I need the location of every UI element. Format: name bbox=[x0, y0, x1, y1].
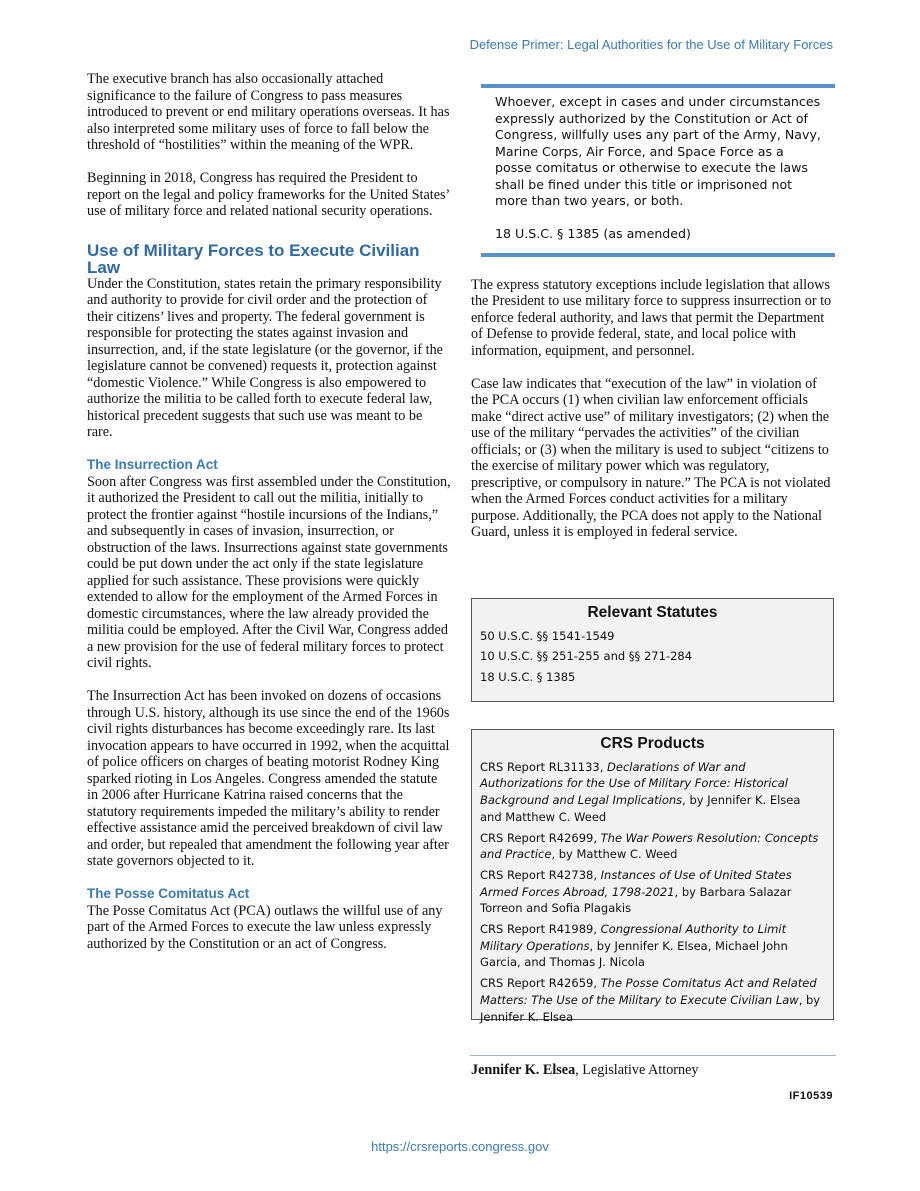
author-role: , Legislative Attorney bbox=[575, 1062, 699, 1078]
product-report-title[interactable]: The Posse Comitatus Act and Related Matters: The Use of the Military to Execute Civilian Law bbox=[480, 976, 817, 1007]
product-item bbox=[480, 867, 825, 917]
body-paragraph: Case law indicates that “execution of the law” in violation of the PCA occurs (1) when civilian law enforcement officials make “direct active use” of military investigators; (2) when the use of the military “pervades the activities” of the civilian officials; or (3) when the military is used to subject “citizens to the exercise of military power which was regulatory, prescriptive, or compulsory in nature.” The PCA is not violated when the Armed Forces conduct activities for a military purpose. Additionally, the PCA does not apply to the National Guard, unless it is employed in federal service. bbox=[471, 375, 831, 540]
body-paragraph: The Posse Comitatus Act (PCA) outlaws the willful use of any part of the Armed Forces to execute the law unless expressly authorized by the Constitution or an act of Congress. bbox=[87, 902, 443, 952]
crs-products-title: CRS Products bbox=[600, 735, 705, 752]
section-heading: Use of Military Forces to Execute Civilian Law bbox=[87, 240, 420, 277]
statute-item: 18 U.S.C. § 1385 bbox=[480, 670, 576, 685]
product-report-title[interactable]: The War Powers Resolution: Concepts and Practice bbox=[480, 830, 819, 862]
statute-quote-box bbox=[481, 84, 835, 257]
product-report-number: CRS Report RL31133, bbox=[480, 759, 608, 774]
product-report-number: CRS Report R42738, bbox=[480, 867, 601, 882]
body-paragraph: Beginning in 2018, Congress has required the President to report on the legal and policy frameworks for the United States’ use of military force and related national security operations. bbox=[87, 170, 450, 219]
product-report-authors: , by Jennifer K. Elsea, Michael John Garcia, and Thomas J. Nicola bbox=[480, 938, 788, 970]
statute-item: 10 U.S.C. §§ 251-255 and §§ 271-284 bbox=[480, 649, 693, 664]
body-paragraph: Soon after Congress was first assembled under the Constitution, it authorized the President to call out the militia, initially to protect the frontier against “hostile incursions of the Indians,” and subsequently in cases of invasion, insurrection, or obstruction of the laws. Insurrections against state governments could be put down under the act only if the state legislature applied for such assistance. These provisions were quickly extended to allow for the employment of the Armed Forces in domestic circumstances, where the law already provided the militia could be employed. After the Civil War, Congress added a new provision for the use of federal military forces to protect civil rights. bbox=[87, 473, 451, 671]
report-id: IF10539 bbox=[789, 1090, 833, 1102]
product-report-number: CRS Report R41989, bbox=[480, 922, 601, 937]
crs-products-box bbox=[471, 729, 834, 1024]
product-report-number: CRS Report R42659, bbox=[480, 976, 601, 991]
product-report-title[interactable]: Declarations of War and Authorizations for the Use of Military Force: Historical Background and Legal Implications bbox=[480, 759, 788, 808]
product-report-authors: , by Jennifer K. Elsea bbox=[480, 992, 821, 1024]
statute-item: 50 U.S.C. §§ 1541-1549 bbox=[480, 628, 615, 643]
product-report-title[interactable]: Congressional Authority to Limit Military Operations bbox=[480, 922, 787, 953]
body-paragraph: The executive branch has also occasionally attached significance to the failure of Congress to pass measures introduced to prevent or end military operations overseas. It has also interpreted some military uses of force to fall below the threshold of “hostilities” within the meaning of the WPR. bbox=[87, 71, 450, 153]
quote-citation: 18 U.S.C. § 1385 (as amended) bbox=[495, 226, 691, 241]
author-name: Jennifer K. Elsea bbox=[471, 1062, 576, 1078]
product-report-number: CRS Report R42699, bbox=[480, 830, 601, 845]
product-item bbox=[480, 830, 825, 863]
quote-text: Whoever, except in cases and under circumstances expressly authorized by the Constitution or Act of Congress, willfully uses any part of the Army, Navy, Marine Corps, Air Force, and Space Force as a posse comitatus or otherwise to execute the laws shall be fined under this title or imprisoned not more than two years, or both. bbox=[495, 94, 821, 208]
relevant-statutes-title: Relevant Statutes bbox=[587, 604, 718, 621]
right-column bbox=[471, 84, 835, 541]
subheading-insurrection-act: The Insurrection Act bbox=[87, 457, 218, 472]
relevant-statutes-box bbox=[471, 598, 834, 702]
footer-url-link[interactable]: https://crsreports.congress.gov bbox=[371, 1139, 549, 1154]
product-report-title[interactable]: Instances of Use of United States Armed Forces Abroad, 1798-2021 bbox=[480, 867, 792, 899]
left-column bbox=[87, 71, 451, 952]
subheading-posse-comitatus-act: The Posse Comitatus Act bbox=[87, 886, 250, 901]
product-item bbox=[480, 975, 825, 1025]
body-paragraph: The Insurrection Act has been invoked on dozens of occasions through U.S. history, although its use since the end of the 1960s civil rights disturbances has become exceedingly rare. Its last invocation appears to have occurred in 1992, when the acquittal of police officers on charges of beating motorist Rodney King sparked rioting in Los Angeles. Congress amended the statute in 2006 after Hurricane Katrina raised concerns that the statutory requirements impeded the military’s ability to render effective assistance amid the perceived breakdown of civil law and order, but repealed that amendment the following year after state governors objected to it. bbox=[87, 688, 450, 869]
product-item bbox=[480, 759, 825, 826]
body-paragraph: The express statutory exceptions include legislation that allows the President to use military force to suppress insurrection or to enforce federal authority, and laws that permit the Department of Defense to provide federal, state, and local police with information, equipment, and personnel. bbox=[471, 276, 832, 359]
author-divider bbox=[470, 1055, 836, 1056]
running-header-title: Defense Primer: Legal Authorities for the Use of Military Forces bbox=[469, 37, 833, 52]
body-paragraph: Under the Constitution, states retain the primary responsibility and authority to provide for civil order and the protection of their citizens’ lives and property. The federal government is responsible for protecting the states against invasion and insurrection, and, if the state legislature (or the governor, if the legislature cannot be convened) requests it, protection against “domestic Violence.” While Congress is also empowered to authorize the militia to be called forth to execute federal law, historical precedent suggests that such use was meant to be rare. bbox=[87, 275, 443, 440]
author-line bbox=[471, 1062, 699, 1079]
product-report-authors: , by Jennifer K. Elsea and Matthew C. Weed bbox=[480, 793, 801, 824]
product-item bbox=[480, 921, 825, 971]
product-report-authors: , by Barbara Salazar Torreon and Sofia Plagakis bbox=[480, 884, 792, 916]
product-report-authors: , by Matthew C. Weed bbox=[551, 847, 678, 862]
